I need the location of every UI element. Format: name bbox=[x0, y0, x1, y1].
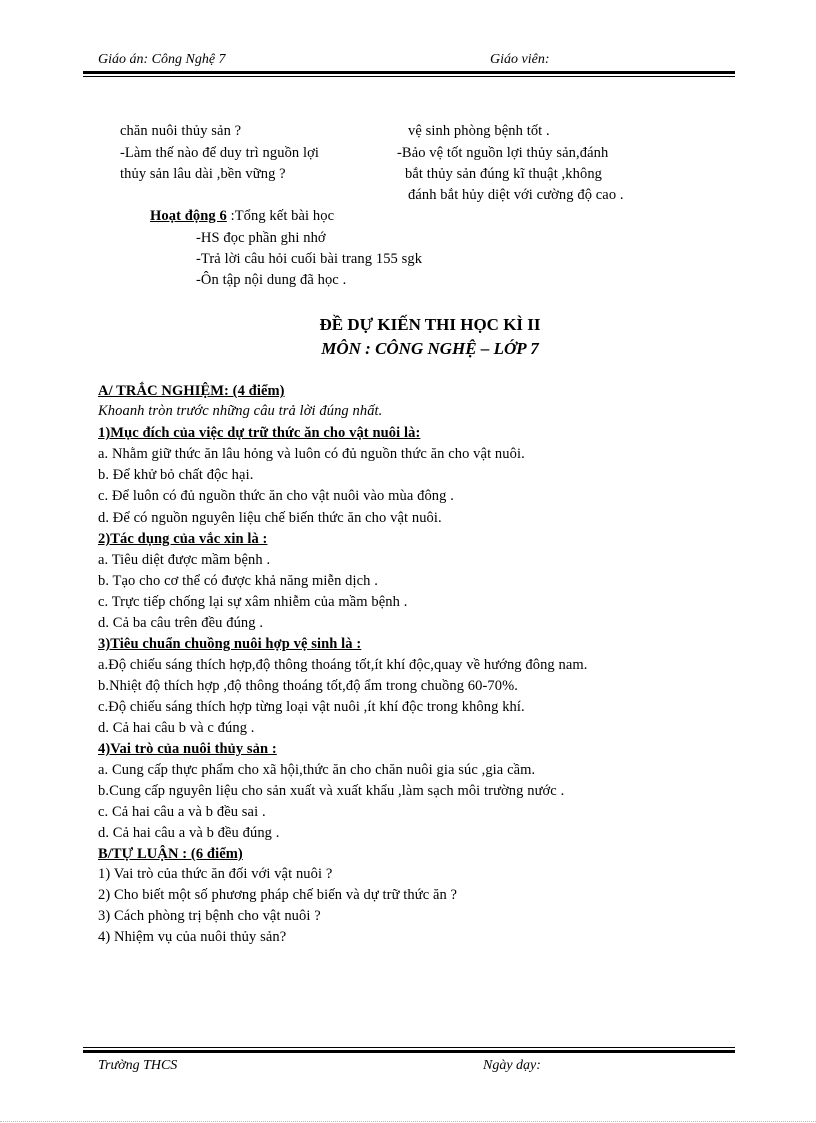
part-a-heading: A/ TRẮC NGHIỆM: (4 điểm) bbox=[98, 383, 285, 399]
header-rule-thin bbox=[83, 76, 735, 77]
q3-option-c: c.Độ chiếu sáng thích hợp từng loại vật nuôi ,ít khí độc trong không khí. bbox=[98, 699, 525, 715]
part-b-item-1: 1) Vai trò của thức ăn đối với vật nuôi ? bbox=[98, 866, 333, 882]
q3-option-b: b.Nhiệt độ thích hợp ,độ thông thoáng tốt,độ ẩm trong chuồng 60-70%. bbox=[98, 678, 519, 694]
activity6-title: Hoạt động 6 bbox=[150, 208, 227, 224]
page-edge bbox=[0, 1121, 816, 1122]
q4-option-b: b.Cung cấp nguyên liệu cho sản xuất và xuất khẩu ,làm sạch môi trường nước . bbox=[98, 783, 565, 799]
question-4: 4)Vai trò của nuôi thủy sản : bbox=[98, 741, 277, 757]
activity6-desc: :Tổng kết bài học bbox=[226, 208, 335, 224]
q1-option-d: d. Để có nguồn nguyên liệu chế biến thức ăn cho vật nuôi. bbox=[98, 510, 442, 526]
part-a-instruction: Khoanh tròn trước những câu trả lời đúng nhất. bbox=[98, 403, 383, 419]
part-b-item-3: 3) Cách phòng trị bệnh cho vật nuôi ? bbox=[98, 908, 321, 924]
activity6-item-3: -Ôn tập nội dung đã học . bbox=[196, 272, 347, 288]
exam-subtitle: MÔN : CÔNG NGHỆ – LỚP 7 bbox=[321, 339, 539, 358]
activity6-item-2: -Trả lời câu hỏi cuối bài trang 155 sgk bbox=[196, 251, 423, 267]
part-b-heading: B/TỰ LUẬN : (6 điểm) bbox=[98, 846, 243, 862]
question-2: 2)Tác dụng của vắc xin là : bbox=[98, 531, 268, 547]
q2-option-a: a. Tiêu diệt được mầm bệnh . bbox=[98, 552, 271, 568]
q2-option-b: b. Tạo cho cơ thể có được khả năng miễn dịch . bbox=[98, 573, 378, 589]
activity-right-1: vệ sinh phòng bệnh tốt . bbox=[408, 123, 550, 139]
header-left: Giáo án: Công Nghệ 7 bbox=[98, 52, 226, 67]
q4-option-c: c. Cả hai câu a và b đều sai . bbox=[98, 804, 266, 820]
q1-option-b: b. Để khử bỏ chất độc hại. bbox=[98, 467, 254, 483]
part-b-item-2: 2) Cho biết một số phương pháp chế biến và dự trữ thức ăn ? bbox=[98, 887, 458, 903]
q3-option-d: d. Cả hai câu b và c đúng . bbox=[98, 720, 255, 736]
q2-option-c: c. Trực tiếp chống lại sự xâm nhiễm của mầm bệnh . bbox=[98, 594, 408, 610]
q3-option-a: a.Độ chiếu sáng thích hợp,độ thông thoáng tốt,ít khí độc,quay về hướng đông nam. bbox=[98, 657, 588, 673]
activity-left-1: chăn nuôi thủy sản ? bbox=[120, 123, 242, 139]
exam-title: ĐỀ DỰ KIẾN THI HỌC KÌ II bbox=[319, 315, 541, 334]
q4-option-d: d. Cả hai câu a và b đều đúng . bbox=[98, 825, 280, 841]
q2-option-d: d. Cả ba câu trên đều đúng . bbox=[98, 615, 264, 631]
activity-right-3: bắt thủy sản đúng kĩ thuật ,không bbox=[405, 166, 603, 182]
activity-left-3: thủy sản lâu dài ,bền vững ? bbox=[120, 166, 286, 182]
activity-left-2: -Làm thế nào để duy trì nguồn lợi bbox=[120, 145, 320, 161]
header-rule-thick bbox=[83, 71, 735, 74]
q1-option-c: c. Để luôn có đủ nguồn thức ăn cho vật nuôi vào mùa đông . bbox=[98, 488, 454, 504]
activity6-line bbox=[150, 208, 334, 225]
activity-right-2: -Bảo vệ tốt nguồn lợi thủy sản,đánh bbox=[397, 145, 609, 161]
footer-rule-thin bbox=[83, 1047, 735, 1048]
q4-option-a: a. Cung cấp thực phẩm cho xã hội,thức ăn cho chăn nuôi gia súc ,gia cầm. bbox=[98, 762, 536, 778]
q1-option-a: a. Nhằm giữ thức ăn lâu hỏng và luôn có đủ nguồn thức ăn cho vật nuôi. bbox=[98, 446, 525, 462]
question-3: 3)Tiêu chuẩn chuồng nuôi hợp vệ sinh là : bbox=[98, 636, 362, 652]
part-b-item-4: 4) Nhiệm vụ của nuôi thủy sản? bbox=[98, 929, 287, 945]
header-right: Giáo viên: bbox=[490, 52, 550, 67]
activity-right-4: đánh bắt hủy diệt với cường độ cao . bbox=[408, 187, 624, 203]
footer-left: Trường THCS bbox=[98, 1058, 178, 1073]
footer-right: Ngày dạy: bbox=[483, 1058, 541, 1073]
question-1: 1)Mục đích của việc dự trữ thức ăn cho vật nuôi là: bbox=[98, 425, 421, 441]
activity6-item-1: -HS đọc phần ghi nhớ bbox=[196, 230, 326, 246]
footer-rule-thick bbox=[83, 1050, 735, 1053]
